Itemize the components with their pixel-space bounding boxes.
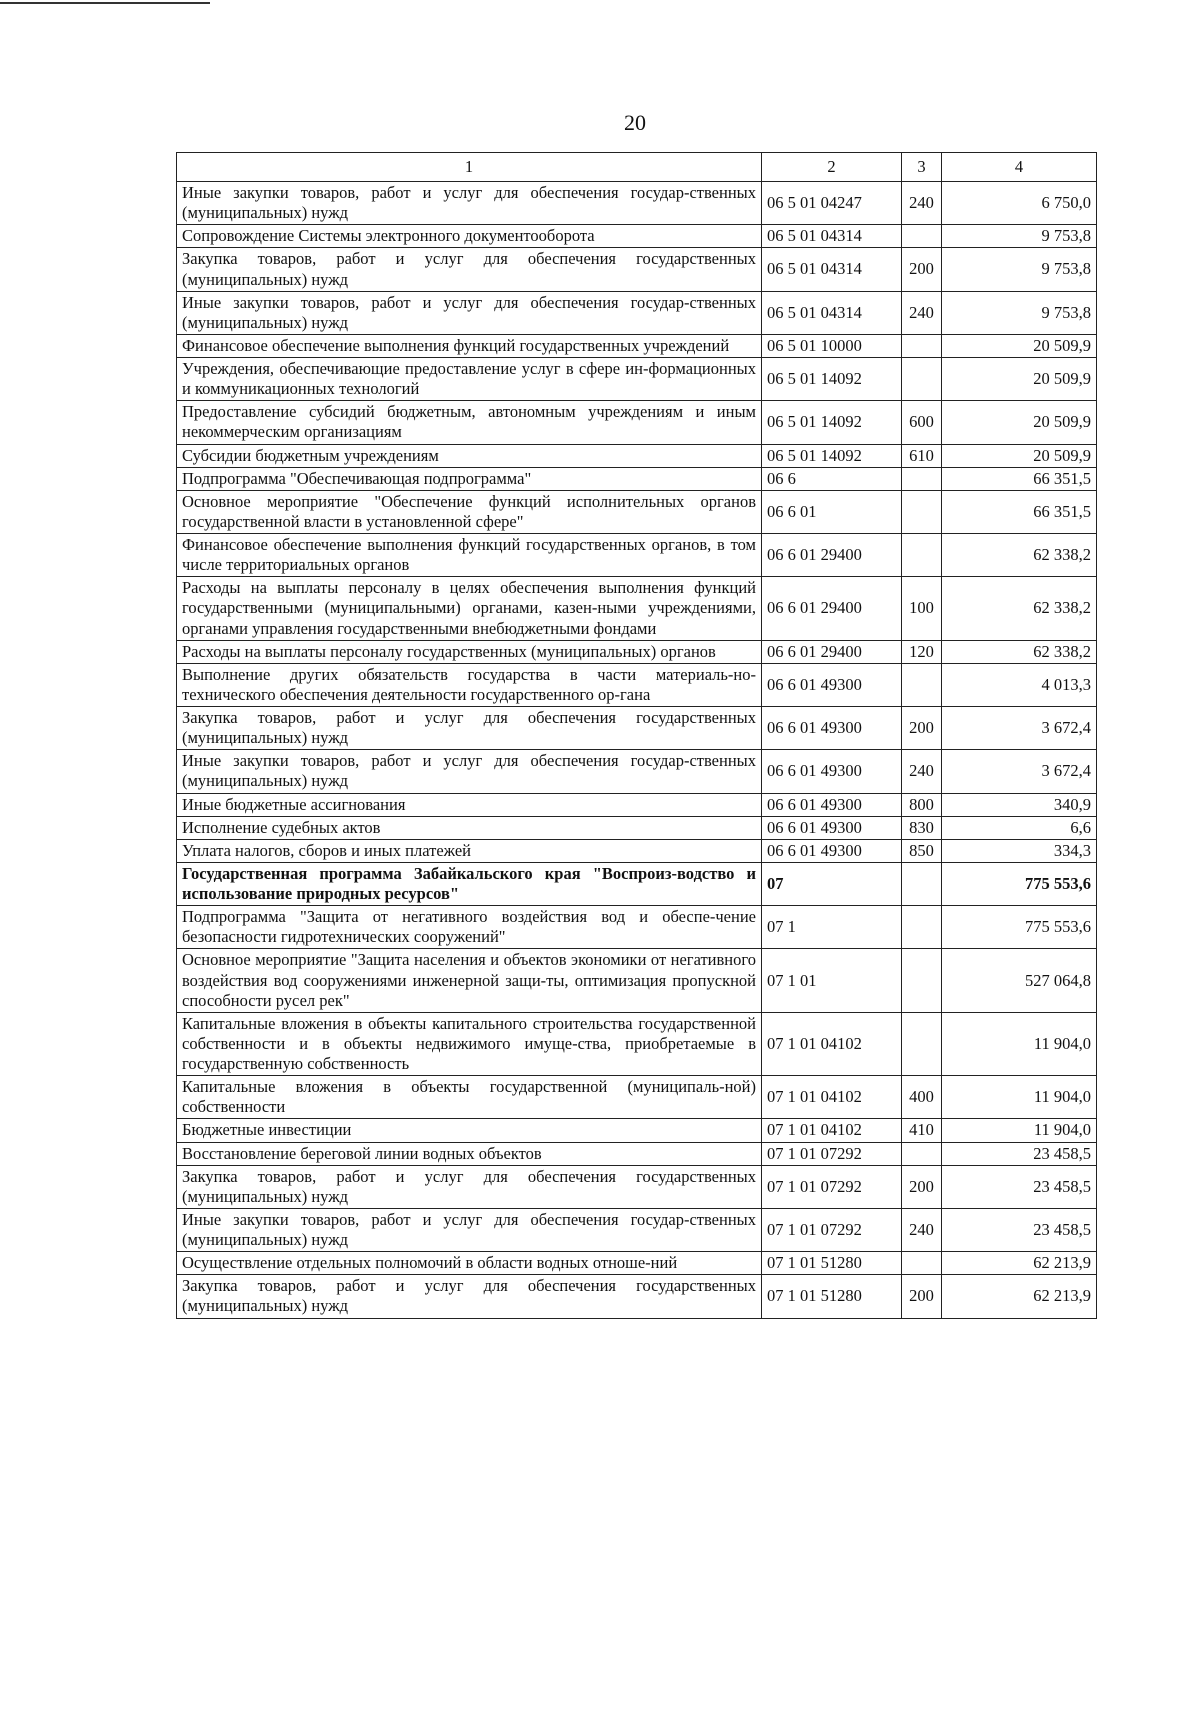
header-col-4: 4 xyxy=(942,153,1097,182)
row-amount: 3 672,4 xyxy=(942,750,1097,793)
table-header-row xyxy=(177,153,1097,182)
row-name: Капитальные вложения в объекты государственной (муниципаль-ной) собственности xyxy=(177,1076,762,1119)
row-code: 07 1 01 07292 xyxy=(762,1142,902,1165)
table-row xyxy=(177,816,1097,839)
row-name: Иные закупки товаров, работ и услуг для обеспечения государ-ственных (муниципальных) нужд xyxy=(177,750,762,793)
row-name: Закупка товаров, работ и услуг для обеспечения государственных (муниципальных) нужд xyxy=(177,248,762,291)
table-body xyxy=(177,182,1097,1319)
row-type: 200 xyxy=(902,707,942,750)
row-name: Основное мероприятие "Обеспечение функций исполнительных органов государственной власти в установленной сфере" xyxy=(177,490,762,533)
row-name: Учреждения, обеспечивающие предоставление услуг в сфере ин-формационных и коммуникационных технологий xyxy=(177,358,762,401)
row-type: 240 xyxy=(902,750,942,793)
row-type: 410 xyxy=(902,1119,942,1142)
row-name: Осуществление отдельных полномочий в области водных отноше-ний xyxy=(177,1252,762,1275)
row-name: Иные бюджетные ассигнования xyxy=(177,793,762,816)
row-amount: 9 753,8 xyxy=(942,248,1097,291)
row-type xyxy=(902,1142,942,1165)
row-name: Иные закупки товаров, работ и услуг для обеспечения государ-ственных (муниципальных) нужд xyxy=(177,1208,762,1251)
row-name: Государственная программа Забайкальского края "Воспроиз-водство и использование природных ресурсов" xyxy=(177,862,762,905)
table-row xyxy=(177,248,1097,291)
row-amount: 62 213,9 xyxy=(942,1252,1097,1275)
row-amount: 62 338,2 xyxy=(942,577,1097,640)
row-type xyxy=(902,534,942,577)
row-code: 06 6 01 49300 xyxy=(762,816,902,839)
row-type xyxy=(902,467,942,490)
table-row xyxy=(177,707,1097,750)
row-type xyxy=(902,949,942,1012)
row-code: 06 6 01 29400 xyxy=(762,534,902,577)
row-name: Бюджетные инвестиции xyxy=(177,1119,762,1142)
row-amount: 23 458,5 xyxy=(942,1208,1097,1251)
row-amount: 11 904,0 xyxy=(942,1076,1097,1119)
row-amount: 62 213,9 xyxy=(942,1275,1097,1318)
row-type: 830 xyxy=(902,816,942,839)
row-name: Субсидии бюджетным учреждениям xyxy=(177,444,762,467)
row-amount: 20 509,9 xyxy=(942,334,1097,357)
row-name: Выполнение других обязательств государства в части материаль-но-технического обеспечения деятельности государственного ор-гана xyxy=(177,663,762,706)
row-type xyxy=(902,490,942,533)
row-name: Основное мероприятие "Защита населения и объектов экономики от негативного воздействия вод сооружениями инженерной защи-ты, оптимизация пропускной способности русел рек" xyxy=(177,949,762,1012)
row-code: 06 5 01 04314 xyxy=(762,291,902,334)
table-row xyxy=(177,334,1097,357)
row-amount: 334,3 xyxy=(942,839,1097,862)
row-amount: 3 672,4 xyxy=(942,707,1097,750)
row-code: 07 1 01 07292 xyxy=(762,1165,902,1208)
table-row xyxy=(177,949,1097,1012)
row-code: 06 6 01 49300 xyxy=(762,663,902,706)
budget-table xyxy=(176,152,1097,1319)
row-amount: 66 351,5 xyxy=(942,467,1097,490)
row-amount: 62 338,2 xyxy=(942,640,1097,663)
row-type: 100 xyxy=(902,577,942,640)
table-row xyxy=(177,225,1097,248)
table-row xyxy=(177,1275,1097,1318)
table-row xyxy=(177,1165,1097,1208)
table-row xyxy=(177,862,1097,905)
row-code: 06 6 01 49300 xyxy=(762,707,902,750)
row-amount: 9 753,8 xyxy=(942,225,1097,248)
row-amount: 11 904,0 xyxy=(942,1119,1097,1142)
row-name: Расходы на выплаты персоналу государственных (муниципальных) органов xyxy=(177,640,762,663)
row-code: 06 6 xyxy=(762,467,902,490)
row-amount: 6 750,0 xyxy=(942,182,1097,225)
row-code: 06 5 01 04314 xyxy=(762,248,902,291)
row-type: 600 xyxy=(902,401,942,444)
row-type: 400 xyxy=(902,1076,942,1119)
table-row xyxy=(177,182,1097,225)
row-code: 07 1 01 51280 xyxy=(762,1275,902,1318)
table-row xyxy=(177,534,1097,577)
row-type xyxy=(902,358,942,401)
row-name: Сопровождение Системы электронного документооборота xyxy=(177,225,762,248)
row-type xyxy=(902,334,942,357)
row-name: Предоставление субсидий бюджетным, автономным учреждениям и иным некоммерческим организациям xyxy=(177,401,762,444)
row-amount: 20 509,9 xyxy=(942,401,1097,444)
row-code: 07 1 01 04102 xyxy=(762,1012,902,1075)
row-code: 06 5 01 10000 xyxy=(762,334,902,357)
row-code: 06 6 01 49300 xyxy=(762,839,902,862)
row-type xyxy=(902,1012,942,1075)
row-name: Иные закупки товаров, работ и услуг для обеспечения государ-ственных (муниципальных) нужд xyxy=(177,291,762,334)
row-type: 200 xyxy=(902,248,942,291)
row-code: 07 xyxy=(762,862,902,905)
table-row xyxy=(177,358,1097,401)
row-code: 07 1 01 xyxy=(762,949,902,1012)
row-type: 120 xyxy=(902,640,942,663)
table-row xyxy=(177,291,1097,334)
table-row xyxy=(177,577,1097,640)
row-type: 850 xyxy=(902,839,942,862)
table-row xyxy=(177,467,1097,490)
row-name: Исполнение судебных актов xyxy=(177,816,762,839)
row-type xyxy=(902,663,942,706)
row-amount: 20 509,9 xyxy=(942,358,1097,401)
table-row xyxy=(177,1252,1097,1275)
row-amount: 62 338,2 xyxy=(942,534,1097,577)
row-type: 240 xyxy=(902,1208,942,1251)
row-code: 07 1 xyxy=(762,906,902,949)
row-type: 610 xyxy=(902,444,942,467)
scan-edge-line xyxy=(0,2,210,4)
table-row xyxy=(177,490,1097,533)
table-row xyxy=(177,401,1097,444)
row-name: Капитальные вложения в объекты капитального строительства государственной собственности и в объекты недвижимого имуще-ства, приобретаемые в государственную собственность xyxy=(177,1012,762,1075)
row-name: Восстановление береговой линии водных объектов xyxy=(177,1142,762,1165)
row-type: 800 xyxy=(902,793,942,816)
table-row xyxy=(177,640,1097,663)
row-amount: 9 753,8 xyxy=(942,291,1097,334)
row-name: Закупка товаров, работ и услуг для обеспечения государственных (муниципальных) нужд xyxy=(177,1165,762,1208)
header-col-1: 1 xyxy=(177,153,762,182)
row-name: Финансовое обеспечение выполнения функций государственных органов, в том числе территориальных органов xyxy=(177,534,762,577)
row-amount: 340,9 xyxy=(942,793,1097,816)
row-name: Уплата налогов, сборов и иных платежей xyxy=(177,839,762,862)
row-code: 06 5 01 04247 xyxy=(762,182,902,225)
row-code: 06 6 01 xyxy=(762,490,902,533)
row-type xyxy=(902,906,942,949)
row-code: 06 6 01 49300 xyxy=(762,793,902,816)
table-row xyxy=(177,1076,1097,1119)
header-col-2: 2 xyxy=(762,153,902,182)
row-type xyxy=(902,225,942,248)
row-name: Закупка товаров, работ и услуг для обеспечения государственных (муниципальных) нужд xyxy=(177,707,762,750)
row-name: Подпрограмма "Защита от негативного воздействия вод и обеспе-чение безопасности гидротехнических сооружений" xyxy=(177,906,762,949)
row-name: Расходы на выплаты персоналу в целях обеспечения выполнения функций государственными (муниципальными) органами, казен-ными учреждениями, органами управления государственными внебюджетными фондами xyxy=(177,577,762,640)
row-type xyxy=(902,862,942,905)
row-type xyxy=(902,1252,942,1275)
row-code: 06 5 01 04314 xyxy=(762,225,902,248)
row-name: Финансовое обеспечение выполнения функций государственных учреждений xyxy=(177,334,762,357)
row-type: 240 xyxy=(902,182,942,225)
table-row xyxy=(177,1208,1097,1251)
row-code: 06 6 01 29400 xyxy=(762,640,902,663)
row-name: Иные закупки товаров, работ и услуг для обеспечения государ-ственных (муниципальных) нужд xyxy=(177,182,762,225)
header-col-3: 3 xyxy=(902,153,942,182)
page-number: 20 xyxy=(624,110,646,135)
row-code: 06 5 01 14092 xyxy=(762,444,902,467)
row-name: Подпрограмма "Обеспечивающая подпрограмма" xyxy=(177,467,762,490)
row-code: 07 1 01 04102 xyxy=(762,1119,902,1142)
row-code: 06 6 01 29400 xyxy=(762,577,902,640)
row-amount: 775 553,6 xyxy=(942,906,1097,949)
row-code: 07 1 01 07292 xyxy=(762,1208,902,1251)
table-row xyxy=(177,1119,1097,1142)
row-amount: 6,6 xyxy=(942,816,1097,839)
row-code: 06 5 01 14092 xyxy=(762,401,902,444)
row-amount: 20 509,9 xyxy=(942,444,1097,467)
row-amount: 527 064,8 xyxy=(942,949,1097,1012)
row-code: 06 6 01 49300 xyxy=(762,750,902,793)
row-type: 240 xyxy=(902,291,942,334)
table-row xyxy=(177,839,1097,862)
table-row xyxy=(177,663,1097,706)
table-row xyxy=(177,906,1097,949)
row-amount: 4 013,3 xyxy=(942,663,1097,706)
row-code: 06 5 01 14092 xyxy=(762,358,902,401)
row-amount: 23 458,5 xyxy=(942,1142,1097,1165)
row-type: 200 xyxy=(902,1165,942,1208)
row-amount: 775 553,6 xyxy=(942,862,1097,905)
row-amount: 23 458,5 xyxy=(942,1165,1097,1208)
table-row xyxy=(177,1142,1097,1165)
table-row xyxy=(177,444,1097,467)
row-type: 200 xyxy=(902,1275,942,1318)
row-amount: 11 904,0 xyxy=(942,1012,1097,1075)
table-row xyxy=(177,793,1097,816)
row-code: 07 1 01 51280 xyxy=(762,1252,902,1275)
table-row xyxy=(177,1012,1097,1075)
row-amount: 66 351,5 xyxy=(942,490,1097,533)
table-row xyxy=(177,750,1097,793)
row-code: 07 1 01 04102 xyxy=(762,1076,902,1119)
row-name: Закупка товаров, работ и услуг для обеспечения государственных (муниципальных) нужд xyxy=(177,1275,762,1318)
